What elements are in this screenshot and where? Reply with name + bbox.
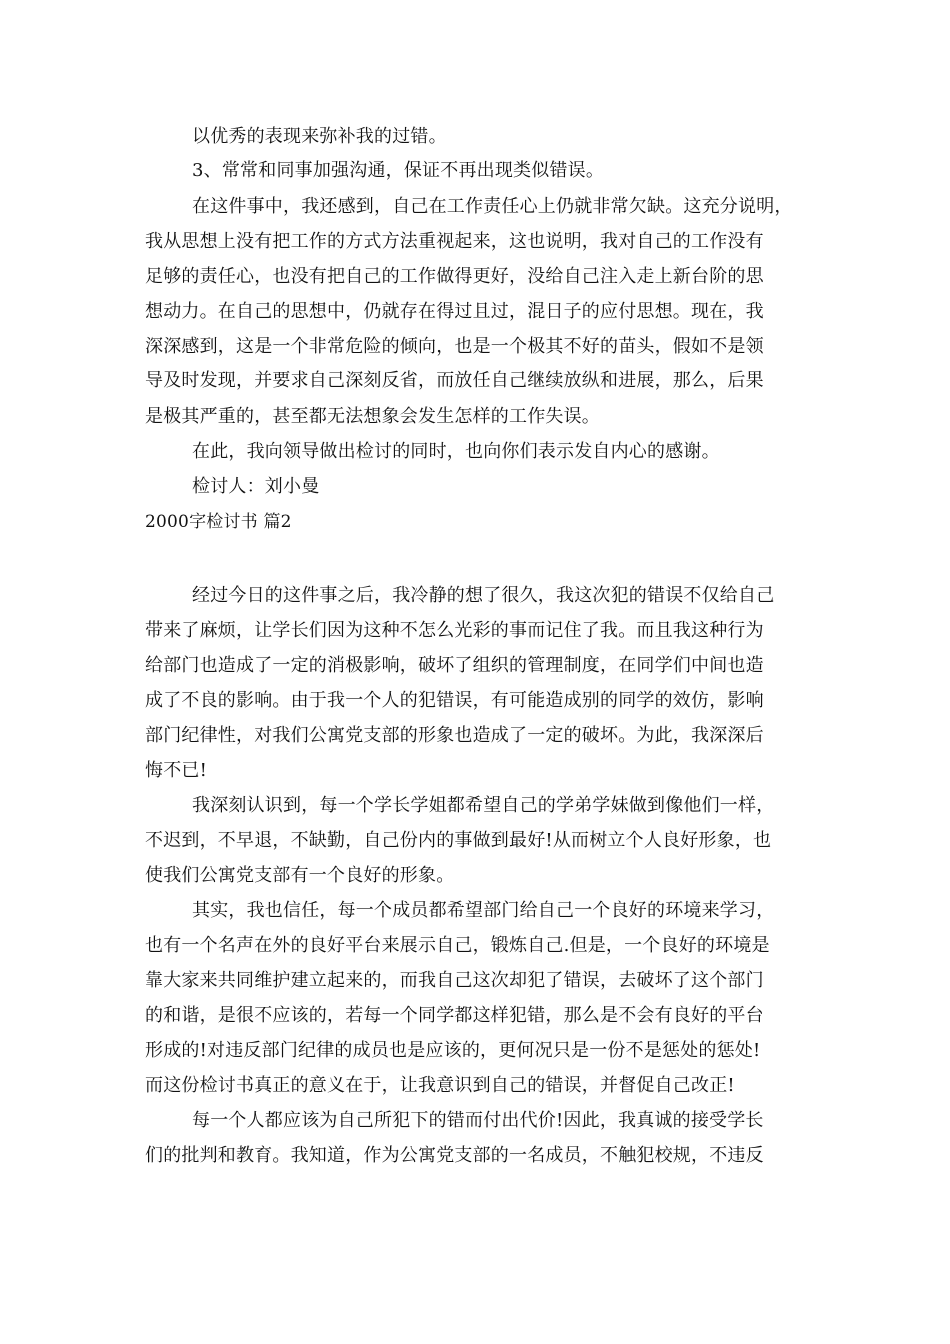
paragraph-line: 部门纪律性，对我们公寓党支部的形象也造成了一定的破坏。为此，我深深后 [145, 725, 764, 746]
paragraph-line: 使我们公寓党支部有一个良好的形象。 [145, 865, 455, 886]
paragraph-line: 其实，我也信任，每一个成员都希望部门给自己一个良好的环境来学习， [192, 900, 775, 921]
paragraph-line: 成了不良的影响。由于我一个人的犯错误，有可能造成别的同学的效仿，影响 [145, 690, 764, 711]
paragraph-line: 也有一个名声在外的良好平台来展示自己，锻炼自己.但是，一个良好的环境是 [145, 935, 770, 956]
paragraph-line: 们的批判和教育。我知道，作为公寓党支部的一名成员，不触犯校规，不违反 [145, 1145, 764, 1166]
paragraph-line: 每一个人都应该为自己所犯下的错而付出代价!因此，我真诚的接受学长 [192, 1110, 764, 1131]
paragraph-line: 是极其严重的，甚至都无法想象会发生怎样的工作失误。 [145, 406, 600, 427]
paragraph-line: 而这份检讨书真正的意义在于，让我意识到自己的错误，并督促自己改正! [145, 1075, 735, 1096]
paragraph-line: 形成的!对违反部门纪律的成员也是应该的，更何况只是一份不是惩处的惩处! [145, 1040, 761, 1061]
paragraph-line: 靠大家来共同维护建立起来的，而我自己这次却犯了错误，去破坏了这个部门 [145, 970, 764, 991]
paragraph-line: 以优秀的表现来弥补我的过错。 [192, 126, 447, 147]
paragraph-line: 我深刻认识到，每一个学长学姐都希望自己的学弟学妹做到像他们一样， [192, 795, 775, 816]
paragraph-line: 经过今日的这件事之后，我冷静的想了很久，我这次犯的错误不仅给自己 [192, 585, 775, 606]
paragraph-line: 3、常常和同事加强沟通，保证不再出现类似错误。 [192, 160, 605, 181]
signature-line: 检讨人：刘小曼 [192, 476, 320, 497]
paragraph-line: 带来了麻烦，让学长们因为这种不怎么光彩的事而记住了我。而且我这种行为 [145, 620, 764, 641]
paragraph-line: 的和谐，是很不应该的，若每一个同学都这样犯错，那么是不会有良好的平台 [145, 1005, 764, 1026]
paragraph-line: 想动力。在自己的思想中，仍就存在得过且过，混日子的应付思想。现在，我 [145, 301, 764, 322]
paragraph-line: 给部门也造成了一定的消极影响，破坏了组织的管理制度，在同学们中间也造 [145, 655, 764, 676]
paragraph-line: 导及时发现，并要求自己深刻反省，而放任自己继续放纵和进展，那么，后果 [145, 370, 764, 391]
paragraph-line: 悔不已! [145, 760, 208, 781]
paragraph-line: 我从思想上没有把工作的方式方法重视起来，这也说明，我对自己的工作没有 [145, 231, 764, 252]
paragraph-line: 深深感到，这是一个非常危险的倾向，也是一个极其不好的苗头，假如不是领 [145, 336, 764, 357]
section-heading: 2000字检讨书 篇2 [145, 512, 292, 532]
paragraph-line: 在此，我向领导做出检讨的同时，也向你们表示发自内心的感谢。 [192, 441, 720, 462]
paragraph-line: 在这件事中，我还感到，自己在工作责任心上仍就非常欠缺。这充分说明， [192, 196, 793, 217]
paragraph-line: 不迟到，不早退，不缺勤，自己份内的事做到最好!从而树立个人良好形象，也 [145, 830, 772, 851]
paragraph-line: 足够的责任心，也没有把自己的工作做得更好，没给自己注入走上新台阶的思 [145, 266, 764, 287]
